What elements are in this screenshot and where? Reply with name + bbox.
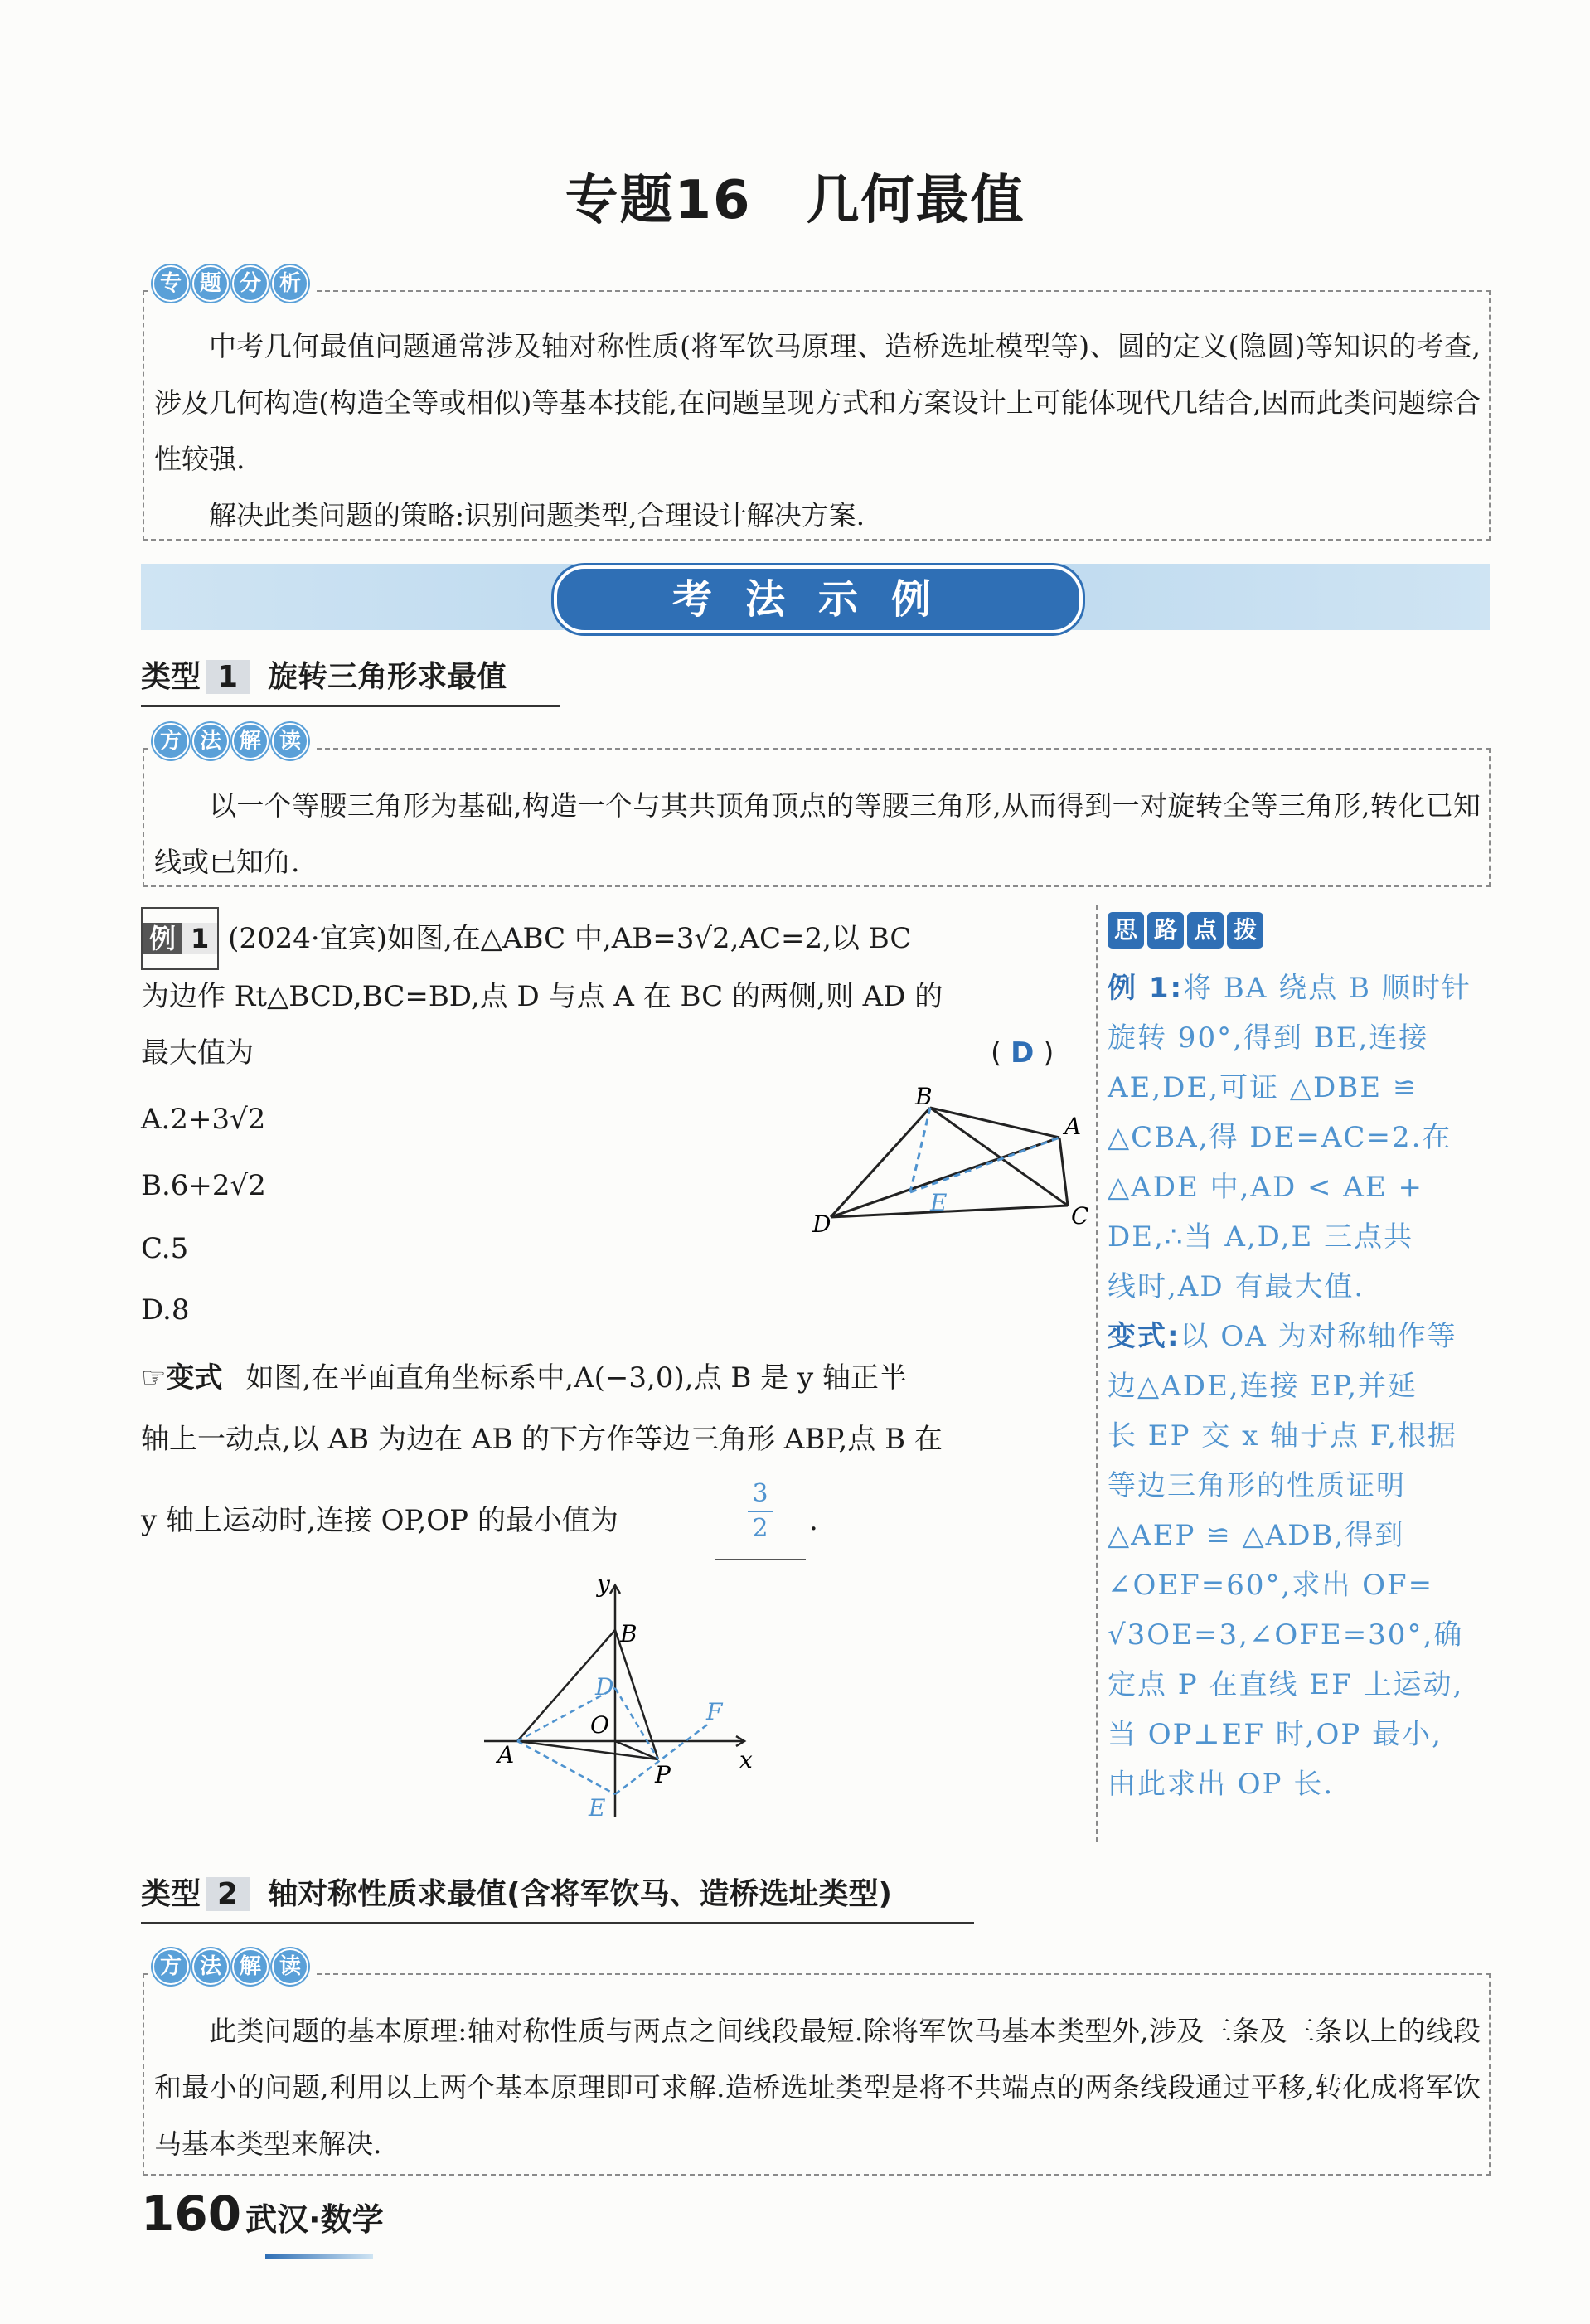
- option-b: B.6+2√2: [141, 1169, 266, 1202]
- hint-divider: [1096, 905, 1098, 1842]
- variant-text-line2: 轴上一动点,以 AB 为边在 AB 的下方作等边三角形 ABP,点 B 在: [141, 1423, 943, 1456]
- page-number: 160: [141, 2186, 242, 2242]
- type1-number: 1: [206, 660, 250, 694]
- tag-char: 解: [232, 723, 269, 759]
- fraction-denominator: 2: [752, 1514, 768, 1543]
- example-badge-b: 1: [182, 923, 217, 954]
- hint-line: 旋转 90°,得到 BE,连接: [1108, 1021, 1429, 1055]
- hint-example: [1108, 963, 1491, 1809]
- footer: [141, 2186, 384, 2242]
- tag-char: 解: [232, 1948, 269, 1985]
- type2-title: 轴对称性质求最值(含将军饮马、造桥选址类型): [268, 1877, 892, 1911]
- example1-badge: [141, 907, 219, 970]
- hint-line: 当 OP⊥EF 时,OP 最小,: [1108, 1718, 1442, 1751]
- option-c: C.5: [141, 1232, 189, 1265]
- tag-char: 方: [153, 1948, 189, 1985]
- option-a: A.2+3√2: [141, 1103, 266, 1136]
- tag-char: 读: [272, 723, 308, 759]
- hint-text: 将 BA 绕点 B 顺时针: [1183, 972, 1471, 1005]
- variant-label: 变式: [166, 1361, 223, 1395]
- hint-line: 线时,AD 有最大值.: [1108, 1270, 1365, 1303]
- hint-line: 长 EP 交 x 轴于点 F,根据: [1108, 1419, 1458, 1453]
- type1-title: 旋转三角形求最值: [268, 660, 507, 694]
- type2-method-text: 此类问题的基本原理:轴对称性质与两点之间线段最短.除将军饮马基本类型外,涉及三条及三条以上的线段和最小的问题,利用以上两个基本原理即可求解.造桥选址类型是将不共端点的两条线段通过平移,转化成将军饮马基本类型来解决.: [154, 2015, 1481, 2160]
- type1-method-text: 以一个等腰三角形为基础,构造一个与其共顶角顶点的等腰三角形,从而得到一对旋转全等三角形,转化已知线或已知角.: [154, 789, 1481, 878]
- tag-char: 法: [192, 723, 229, 759]
- label-e: E: [930, 1189, 948, 1216]
- hint-example-label: 例 1:: [1108, 972, 1184, 1005]
- type2-heading: [141, 1870, 892, 1913]
- hint-line: [1108, 1312, 1491, 1361]
- hint-line: 由此求出 OP 长.: [1108, 1768, 1335, 1801]
- hint-line: △AEP ≌ △ADB,得到: [1108, 1519, 1405, 1552]
- type1-label: 类型: [141, 660, 201, 694]
- label-y: y: [597, 1575, 610, 1598]
- example1-text-line2: 为边作 Rt△BCD,BC=BD,点 D 与点 A 在 BC 的两侧,则 AD 的: [141, 980, 943, 1013]
- tag-char: 析: [272, 265, 308, 302]
- tag-char: 法: [192, 1948, 229, 1985]
- variant-text-line1: 如图,在平面直角坐标系中,A(−3,0),点 B 是 y 轴正半: [245, 1361, 907, 1395]
- fraction-numerator: 3: [752, 1479, 768, 1508]
- label-p: P: [655, 1761, 671, 1788]
- footer-stripe: [265, 2254, 373, 2259]
- variant-answer-fraction: [715, 1477, 806, 1545]
- type2-number: 2: [206, 1877, 250, 1911]
- label-f: F: [706, 1698, 723, 1725]
- variant-line1: [141, 1348, 1094, 1408]
- footer-label: 武汉·数学: [245, 2201, 384, 2238]
- type1-underline: [141, 705, 560, 707]
- hint-line: △CBA,得 DE=AC=2.在: [1108, 1121, 1452, 1154]
- tag-char: 拨: [1227, 912, 1263, 949]
- hint-variant-label: 变式:: [1108, 1320, 1180, 1353]
- tag-char: 路: [1147, 912, 1184, 949]
- analysis-paragraph-2: 解决此类问题的策略:识别问题类型,合理设计解决方案.: [209, 499, 865, 531]
- tag-char: 思: [1108, 912, 1144, 949]
- label-b2: B: [620, 1620, 637, 1647]
- label-a2: A: [497, 1741, 515, 1768]
- pointer-icon: ☞: [141, 1361, 167, 1395]
- figure-1: [812, 1086, 1094, 1235]
- segment-dp: [615, 1688, 658, 1759]
- segment-bp: [615, 1630, 658, 1759]
- type1-method-tag: [148, 723, 313, 759]
- label-b: B: [915, 1086, 933, 1110]
- example1-text-line1: (2024·宜宾)如图,在△ABC 中,AB=3√2,AC=2,以 BC: [228, 922, 912, 955]
- hint-line: 边△ADE,连接 EP,并延: [1108, 1370, 1418, 1403]
- example1-answer: [991, 1023, 1054, 1083]
- variant-text-line3: y 轴上运动时,连接 OP,OP 的最小值为: [141, 1504, 618, 1537]
- hint-line: DE,∴当 A,D,E 三点共: [1108, 1220, 1414, 1254]
- tag-char: 分: [232, 265, 269, 302]
- tag-char: 题: [192, 265, 229, 302]
- type1-heading: [141, 653, 507, 696]
- label-o: O: [590, 1711, 609, 1739]
- tag-char: 方: [153, 723, 189, 759]
- example1-line1: [141, 907, 1094, 970]
- tag-char: 点: [1187, 912, 1224, 949]
- tag-char: 读: [272, 1948, 308, 1985]
- hint-line: ∠OEF=60°,求出 OF=: [1108, 1569, 1434, 1602]
- hint-line: AE,DE,可证 △DBE ≌: [1108, 1071, 1418, 1104]
- option-d: D.8: [141, 1293, 190, 1327]
- hint-tag: [1108, 912, 1263, 949]
- hint-line: 定点 P 在直线 EF 上运动,: [1108, 1668, 1464, 1701]
- analysis-tag: [148, 265, 313, 302]
- tag-char: 专: [153, 265, 189, 302]
- variant-answer-blank: [715, 1559, 806, 1560]
- type2-label: 类型: [141, 1877, 201, 1911]
- example1-text-line3: 最大值为: [141, 1036, 254, 1070]
- segment-ae: [517, 1741, 615, 1794]
- hint-text: 以 OA 为对称轴作等: [1180, 1320, 1457, 1353]
- hint-line: 等边三角形的性质证明: [1108, 1469, 1406, 1502]
- section-banner: 考法示例: [554, 565, 1083, 633]
- label-x: x: [739, 1746, 753, 1773]
- label-e2: E: [589, 1794, 606, 1822]
- segment-dc: [831, 1206, 1068, 1217]
- figure-2: [481, 1575, 763, 1824]
- type2-method-tag: [148, 1948, 313, 1985]
- hint-line: △ADE 中,AD < AE +: [1108, 1171, 1423, 1204]
- page-title: 专题16 几何最值: [565, 170, 1025, 231]
- segment-ac: [1059, 1138, 1068, 1206]
- variant-end: .: [809, 1504, 818, 1537]
- hint-line: √3OE=3,∠OFE=30°,确: [1108, 1618, 1464, 1652]
- analysis-paragraph-1: 中考几何最值问题通常涉及轴对称性质(将军饮马原理、造桥选址模型等)、圆的定义(隐圆)等知识的考查,涉及几何构造(构造全等或相似)等基本技能,在问题呈现方式和方案设计上可能体现代几结合,因而此类问题综合性较强.: [154, 330, 1481, 475]
- label-a: A: [1064, 1113, 1082, 1140]
- answer-paren-close: ): [1043, 1036, 1054, 1070]
- type2-underline: [141, 1922, 974, 1924]
- hint-line: [1108, 963, 1491, 1013]
- answer-value: D: [1011, 1036, 1035, 1070]
- label-d: D: [812, 1211, 831, 1235]
- answer-paren-open: (: [991, 1036, 1002, 1070]
- label-d2: D: [595, 1673, 614, 1701]
- label-c: C: [1071, 1202, 1089, 1230]
- example-badge-a: 例: [143, 923, 182, 954]
